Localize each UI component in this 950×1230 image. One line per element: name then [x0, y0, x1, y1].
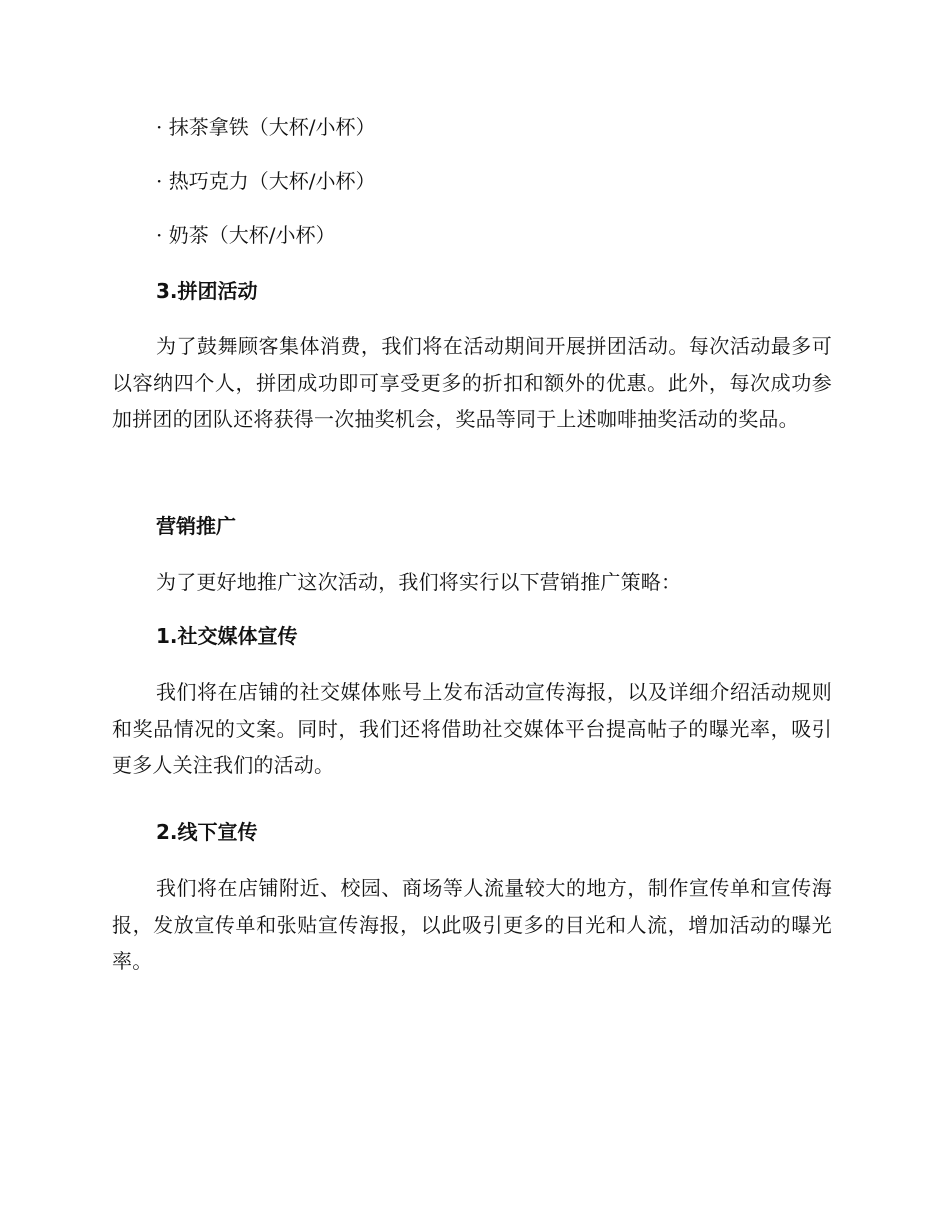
- heading-group-buy: 3.拼团活动: [156, 279, 258, 303]
- heading-offline: 2.线下宣传: [156, 820, 258, 844]
- paragraph-marketing-intro: 为了更好地推广这次活动，我们将实行以下营销推广策略：: [156, 570, 682, 594]
- paragraph-group-buy: 为了鼓舞顾客集体消费，我们将在活动期间开展拼团活动。每次活动最多可以容纳四个人，拼团成功即可享受更多的折扣和额外的优惠。此外，每次成功参加拼团的团队还将获得一次抽奖机会，奖品等同于上述咖啡抽奖活动的奖品。: [112, 334, 832, 431]
- bullet-matcha-latte: · 抹茶拿铁（大杯/小杯）: [156, 115, 376, 139]
- bullet-milk-tea: · 奶茶（大杯/小杯）: [156, 223, 336, 247]
- paragraph-social-media: 我们将在店铺的社交媒体账号上发布活动宣传海报，以及详细介绍活动规则和奖品情况的文案。同时，我们还将借助社交媒体平台提高帖子的曝光率，吸引更多人关注我们的活动。: [112, 680, 832, 777]
- bullet-hot-chocolate: · 热巧克力（大杯/小杯）: [156, 169, 376, 193]
- paragraph-offline: 我们将在店铺附近、校园、商场等人流量较大的地方，制作宣传单和宣传海报，发放宣传单和张贴宣传海报，以此吸引更多的目光和人流，增加活动的曝光率。: [112, 876, 832, 973]
- heading-social-media: 1.社交媒体宣传: [156, 624, 298, 648]
- heading-marketing: 营销推广: [156, 514, 236, 538]
